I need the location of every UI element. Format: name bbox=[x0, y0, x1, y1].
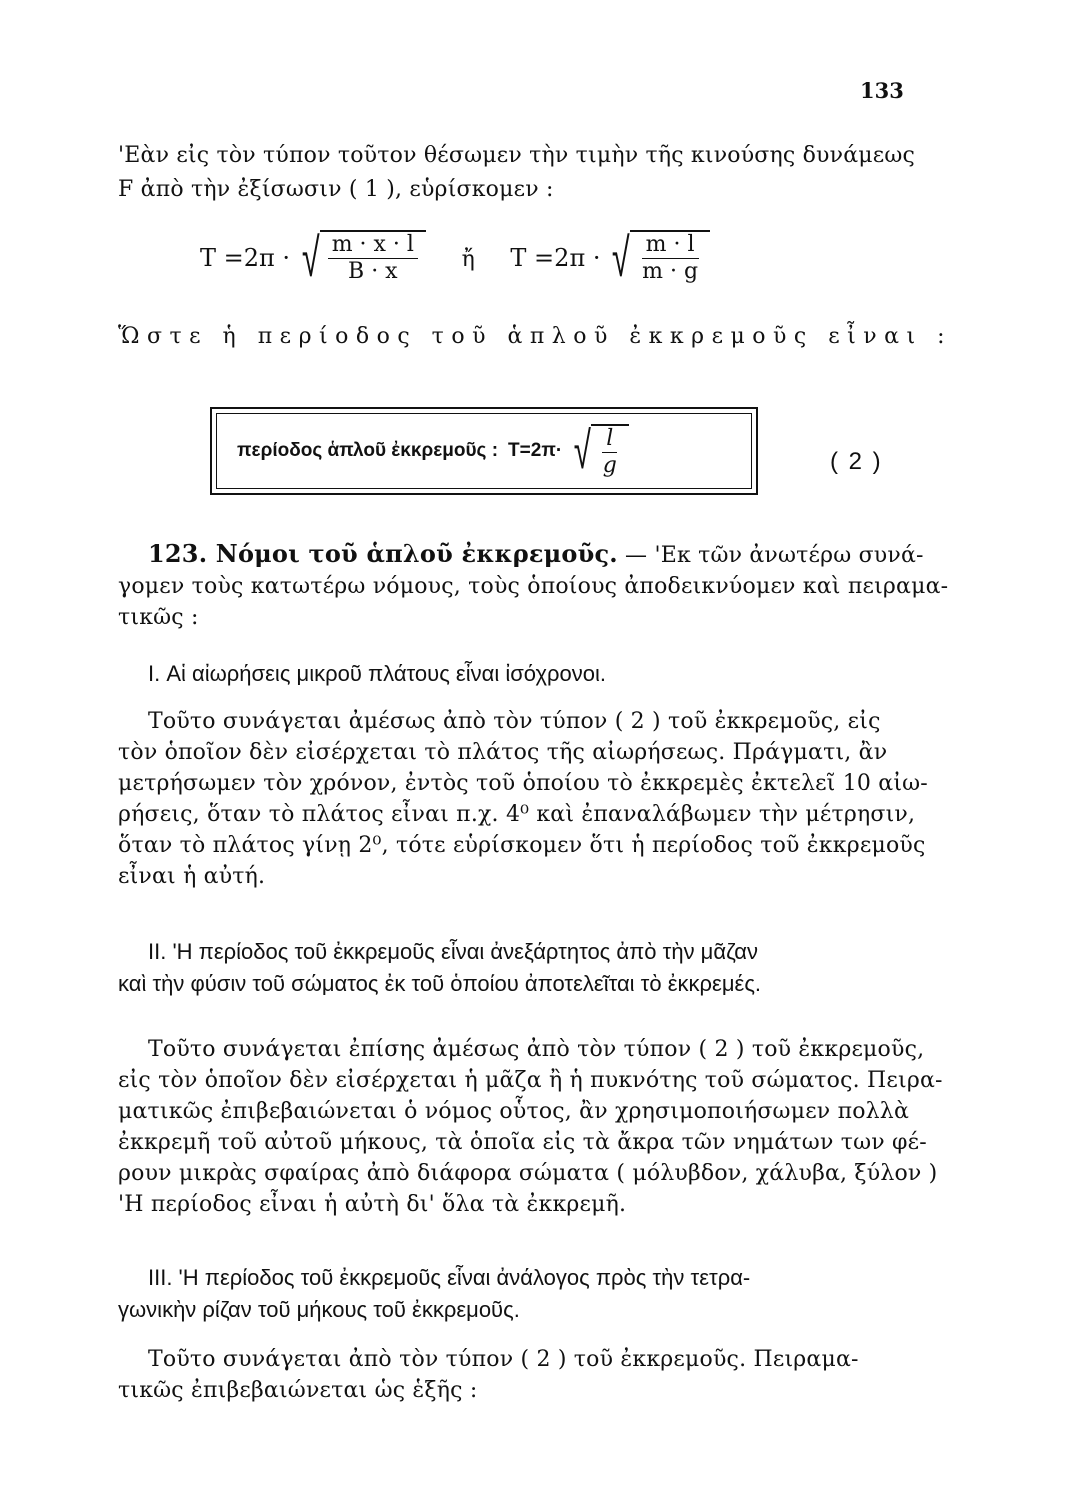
text-line: τικῶς ἐπιβεβαιώνεται ὡς ἑξῆς : bbox=[118, 1378, 478, 1403]
law-1: I. Αἱ αἰωρήσεις μικροῦ πλάτους εἶναι ἰσόχρονοι. bbox=[148, 661, 606, 686]
period-derivation-formulas bbox=[200, 225, 710, 310]
fraction bbox=[591, 424, 629, 479]
fraction bbox=[630, 230, 710, 285]
text-line: ρήσεις, ὅταν τὸ πλάτος εἶναι π.χ. 4⁰ καὶ ἐπαναλάβωμεν τὴν μέτρησιν, bbox=[118, 802, 916, 827]
text-line: 'Η περίοδος εἶναι ἡ αὐτὴ δι' ὅλα τὰ ἐκκρεμῆ. bbox=[118, 1192, 627, 1217]
boxed-formula bbox=[216, 413, 752, 489]
numerator: m · l bbox=[642, 232, 699, 259]
text-line: ρουν μικρὰς σφαίρας ἀπὸ διάφορα σώματα ( μόλυβδον, χάλυβα, ξύλον ) bbox=[118, 1161, 938, 1186]
text-line: τικῶς : bbox=[118, 605, 199, 630]
section-first-line bbox=[118, 538, 924, 571]
paragraph-law-2 bbox=[118, 1034, 943, 1220]
square-root bbox=[296, 225, 426, 289]
page-number: 133 bbox=[860, 78, 904, 103]
square-root bbox=[568, 421, 629, 481]
denominator: g bbox=[602, 452, 617, 478]
text-line: 'Εὰν εἰς τὸν τύπον τοῦτον θέσωμεν τὴν τιμὴν τῆς κινούσης δυνάμεως bbox=[118, 143, 916, 168]
text-line: ματικῶς ἐπιβεβαιώνεται ὁ νόμος οὗτος, ἂν χρησιμοποιήσωμεν πολλὰ bbox=[118, 1099, 910, 1124]
section-heading: 123. Νόμοι τοῦ ἁπλοῦ ἐκκρεμοῦς. bbox=[148, 539, 618, 568]
text-line: μετρήσωμεν τὸν χρόνον, ἐντὸς τοῦ ὁποίου τὸ ἐκκρεμὲς ἐκτελεῖ 10 αἰω- bbox=[118, 771, 928, 796]
equation-number: ( 2 ) bbox=[830, 448, 883, 475]
text-line: ἐκκρεμῆ τοῦ αὐτοῦ μήκους, τὰ ὁποῖα εἰς τὰ ἄκρα τῶν νημάτων των φέ- bbox=[118, 1130, 927, 1155]
text-line: III. 'Η περίοδος τοῦ ἐκκρεμοῦς εἶναι ἀνάλογος πρὸς τὴν τετρα- bbox=[148, 1265, 751, 1290]
text-line: F ἀπὸ τὴν ἐξίσωσιν ( 1 ), εὑρίσκομεν : bbox=[118, 177, 554, 202]
paragraph-law-3 bbox=[118, 1344, 918, 1406]
conclusion-line: Ὥστε ἡ περίοδος τοῦ ἁπλοῦ ἐκκρεμοῦς εἶναι : bbox=[118, 324, 952, 349]
text-line: γομεν τοὺς κατωτέρω νόμους, τοὺς ὁποίους ἀποδεικνύομεν καὶ πειραμα- bbox=[118, 574, 949, 599]
paragraph-law-1 bbox=[118, 706, 928, 892]
boxed-formula-label: περίοδος ἁπλοῦ ἐκκρεμοῦς : bbox=[237, 440, 499, 461]
formula-lhs: T =2π · bbox=[510, 243, 601, 272]
numerator: l bbox=[602, 426, 617, 453]
denominator: B · x bbox=[348, 259, 398, 284]
formula-right bbox=[510, 225, 710, 289]
text-line: γωνικὴν ρίζαν τοῦ μήκους τοῦ ἐκκρεμοῦς. bbox=[118, 1297, 520, 1322]
fraction bbox=[320, 230, 426, 285]
boxed-formula-lhs: T=2π· bbox=[508, 440, 563, 461]
numerator: m · x · l bbox=[328, 232, 418, 259]
law-2 bbox=[118, 936, 918, 1000]
text-line: II. 'Η περίοδος τοῦ ἐκκρεμοῦς εἶναι ἀνεξάρτητος ἀπὸ τὴν μᾶζαν bbox=[148, 939, 759, 964]
boxed-formula-frame bbox=[210, 407, 758, 495]
law-3 bbox=[118, 1262, 918, 1326]
radical-sign-icon: √ bbox=[573, 421, 592, 481]
or-word: ἤ bbox=[461, 246, 475, 272]
formula-lhs: T =2π · bbox=[200, 243, 291, 272]
text-line: εἶναι ἡ αὐτή. bbox=[118, 864, 266, 889]
intro-paragraph bbox=[118, 140, 918, 205]
text-line: εἰς τὸν ὁποῖον δὲν εἰσέρχεται ἡ μᾶζα ἢ ἡ πυκνότης τοῦ σώματος. Πειρα- bbox=[118, 1068, 943, 1093]
text-line: καὶ τὴν φύσιν τοῦ σώματος ἐκ τοῦ ὁποίου ἀποτελεῖται τὸ ἐκκρεμές. bbox=[118, 971, 762, 996]
text-line: Τοῦτο συνάγεται ἀπὸ τὸν τύπον ( 2 ) τοῦ ἐκκρεμοῦς. Πειραμα- bbox=[148, 1347, 859, 1372]
radical-sign-icon: √ bbox=[612, 225, 631, 289]
radical-sign-icon: √ bbox=[301, 225, 320, 289]
denominator: m · g bbox=[642, 259, 699, 284]
text-fragment: — 'Εκ τῶν ἀνωτέρω συνά- bbox=[617, 543, 924, 568]
square-root bbox=[606, 225, 710, 289]
text-line: Τοῦτο συνάγεται ἐπίσης ἀμέσως ἀπὸ τὸν τύπον ( 2 ) τοῦ ἐκκρεμοῦς, bbox=[148, 1037, 925, 1062]
text-line: Τοῦτο συνάγεται ἀμέσως ἀπὸ τὸν τύπον ( 2 ) τοῦ ἐκκρεμοῦς, εἰς bbox=[148, 709, 881, 734]
formula-left bbox=[200, 225, 426, 289]
text-line: τὸν ὁποῖον δὲν εἰσέρχεται τὸ πλάτος τῆς αἰωρήσεως. Πράγματι, ἂν bbox=[118, 740, 888, 765]
text-line: ὅταν τὸ πλάτος γίνῃ 2⁰, τότε εὑρίσκομεν ὅτι ἡ περίοδος τοῦ ἐκκρεμοῦς bbox=[118, 833, 926, 858]
section-123 bbox=[118, 538, 949, 633]
